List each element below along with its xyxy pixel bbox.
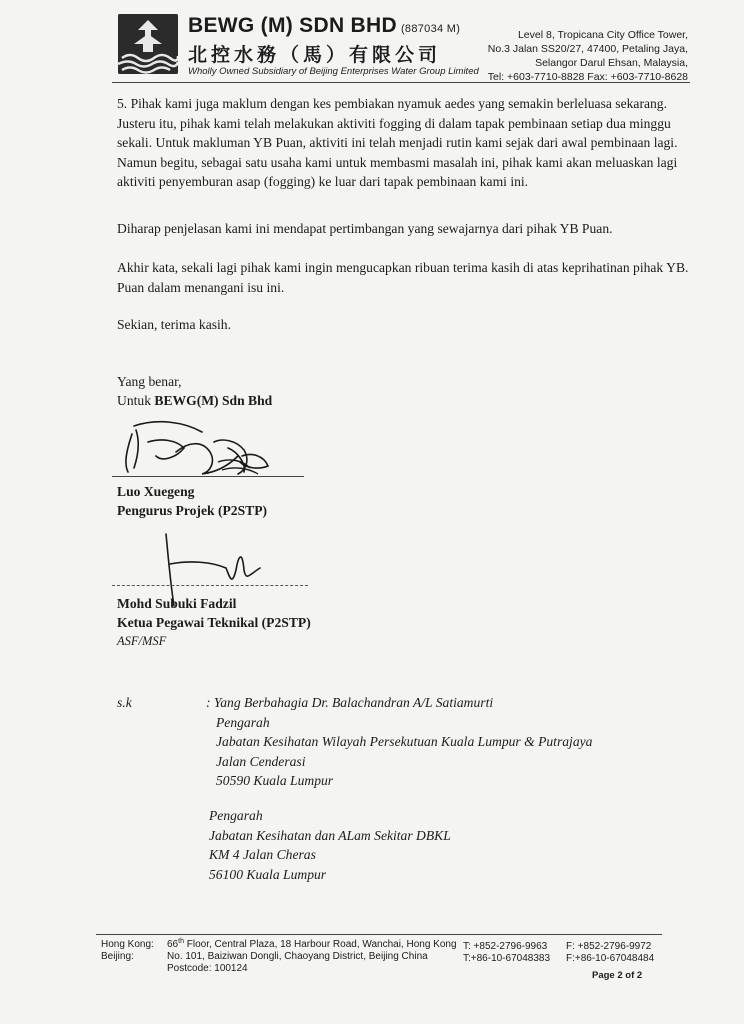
paragraph-line: 5. Pihak kami juga maklum dengan kes pembiakan nyamuk aedes yang semakin berleluasa sekarang.: [117, 96, 668, 111]
paragraph-line: aktiviti penyemburan asap (fogging) ke luar dari tapak pembinaan kami ini.: [117, 174, 529, 189]
recipient-line: Pengarah: [216, 714, 270, 730]
footer-faxes: [566, 941, 654, 965]
signatory-2: [117, 594, 311, 632]
footer-office-labels: [101, 939, 154, 963]
office-label-beijing: Beijing:: [101, 951, 134, 962]
paragraph-thanks: [117, 258, 697, 297]
paragraph-hope: Diharap penjelasan kami ini mendapat pertimbangan yang sewajarnya dari pihak YB Puan.: [117, 221, 613, 236]
page-number: [592, 970, 642, 981]
footer-telephones: [463, 941, 550, 965]
cc-recipient-1: [206, 693, 592, 791]
on-behalf-line: [117, 391, 272, 410]
recipient-line: : Yang Berbahagia Dr. Balachandran A/L Satiamurti: [206, 695, 494, 710]
paragraph-line: sekali. Untuk makluman YB Puan, aktiviti ini telah menjadi rutin kami sejak dari awal pembinaan lagi.: [117, 135, 678, 150]
recipient-line: Jabatan Kesihatan Wilayah Persekutuan Kuala Lumpur & Putrajaya: [216, 734, 593, 749]
paragraph-line: Justeru itu, pihak kami telah melakukan aktiviti fogging di dalam tapak pembinaan setiap dua minggu: [117, 115, 671, 131]
signatory-name: Mohd Subuki Fadzil: [117, 596, 237, 611]
paragraph-line: Namun begitu, sebagai satu usaha kami untuk membasmi masalah ini, pihak kami akan meluaskan lagi: [117, 154, 678, 170]
office-label-hk: Hong Kong:: [101, 939, 154, 950]
company-logo: [118, 14, 178, 74]
address-line: Tel: +603-7710-8828 Fax: +603-7710-8628: [487, 71, 688, 83]
company-address: [458, 28, 688, 84]
cc-recipient-2: [209, 806, 451, 884]
company-name-text: BEWG (M) SDN BHD: [188, 14, 397, 37]
recipient-line: 56100 Kuala Lumpur: [209, 866, 327, 882]
beijing-postcode: Postcode: 100124: [167, 963, 248, 974]
company-chinese-name: 北控水務（馬）有限公司: [188, 44, 442, 66]
signature-line-2: [112, 585, 308, 586]
hk-tel: T: +852-2796-9963: [463, 941, 548, 952]
signature-line-1: [112, 476, 304, 477]
on-behalf-company: BEWG(M) Sdn Bhd: [154, 393, 273, 408]
pagoda-logo-icon: [118, 14, 178, 74]
signatory-title: Pengurus Projek (P2STP): [117, 503, 268, 518]
paragraph-close: Sekian, terima kasih.: [117, 317, 232, 332]
hk-floor: 66: [167, 939, 179, 950]
paragraph-line: Akhir kata, sekali lagi pihak kami ingin mengucapkan ribuan terima kasih di atas keprihatinan pihak YB.: [117, 260, 689, 275]
page-current: 2: [617, 970, 623, 981]
paragraph-line: Puan dalam menangani isu ini.: [117, 279, 285, 295]
address-line: Selangor Darul Ehsan, Malaysia,: [535, 57, 688, 69]
closing-block: [117, 372, 272, 410]
on-behalf-prefix: Untuk: [117, 393, 155, 408]
signatory-1: [117, 482, 267, 520]
recipient-line: KM 4 Jalan Cheras: [209, 847, 316, 862]
paragraph-5: [117, 94, 697, 192]
beijing-address: No. 101, Baiziwan Dongli, Chaoyang District, Beijing China: [167, 951, 428, 962]
signature-luo-xuegeng: [118, 412, 288, 484]
recipient-line: Jabatan Kesihatan dan ALam Sekitar DBKL: [209, 827, 451, 843]
subsidiary-line: Wholly Owned Subsidiary of Beijing Enterprises Water Group Limited: [188, 66, 479, 77]
page-total: 2: [636, 970, 643, 981]
hk-floor-suffix: th: [178, 938, 184, 945]
hk-address: [167, 939, 457, 951]
recipient-line: 50590 Kuala Lumpur: [216, 773, 334, 788]
recipient-line: Pengarah: [209, 808, 263, 823]
signatory-name: Luo Xuegeng: [117, 484, 195, 499]
page-of: of: [622, 970, 637, 981]
footer-addresses: [167, 939, 457, 975]
address-line: No.3 Jalan SS20/27, 47400, Petaling Jaya,: [487, 43, 688, 55]
header-divider: [112, 82, 690, 83]
beijing-tel: T:+86-10-67048383: [463, 953, 551, 964]
company-registration: (887034 M): [400, 23, 461, 35]
signatory-title: Ketua Pegawai Teknikal (P2STP): [117, 615, 311, 630]
company-name: [188, 14, 460, 38]
recipient-line: Jalan Cenderasi: [216, 753, 306, 769]
address-line: Level 8, Tropicana City Office Tower,: [517, 29, 688, 41]
salutation: Yang benar,: [117, 374, 182, 389]
footer-divider: [96, 934, 662, 935]
hk-fax: F: +852-2796-9972: [566, 941, 652, 952]
page-prefix: Page: [592, 970, 618, 981]
beijing-fax: F:+86-10-67048484: [566, 953, 655, 964]
cc-label: s.k: [117, 695, 132, 710]
hk-address-rest: Floor, Central Plaza, 18 Harbour Road, Wanchai, Hong Kong: [183, 939, 457, 950]
reference-code: ASF/MSF: [117, 634, 167, 648]
